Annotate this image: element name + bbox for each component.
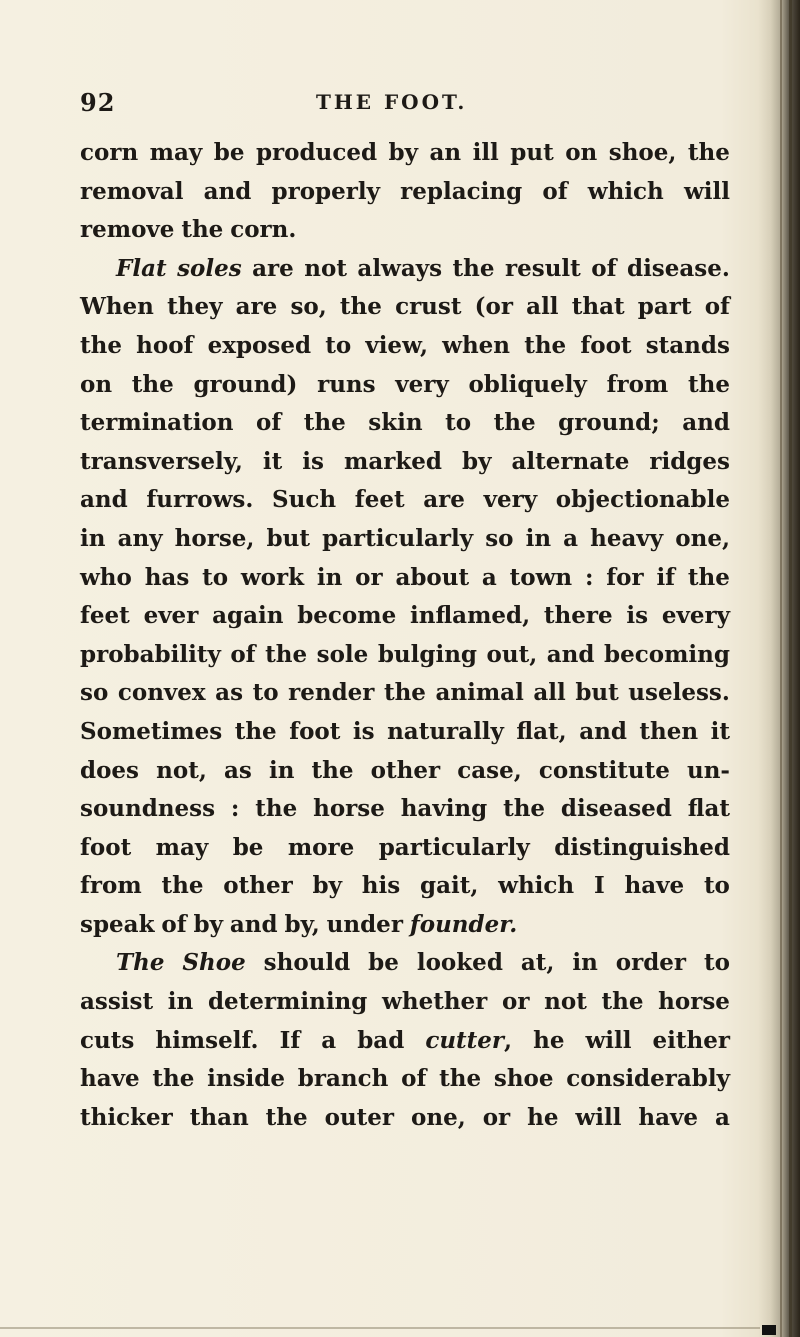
- word: thicker: [80, 1103, 173, 1131]
- word: outer: [324, 1103, 395, 1131]
- word: in: [525, 524, 552, 552]
- word: on: [565, 139, 598, 166]
- word: the: [80, 331, 122, 359]
- word: very: [483, 486, 538, 514]
- word: gait,: [420, 872, 479, 900]
- page-number: 92: [80, 88, 116, 117]
- word: so: [485, 524, 514, 552]
- word: which: [587, 177, 664, 205]
- word: to: [202, 563, 229, 591]
- word: of: [401, 1065, 427, 1093]
- word: Sometimes: [80, 717, 223, 745]
- word: inflamed,: [410, 602, 531, 630]
- word: either: [652, 1026, 730, 1054]
- word: render: [288, 679, 375, 707]
- word: may: [155, 833, 209, 861]
- word: branch: [297, 1065, 389, 1093]
- word: town: [509, 563, 573, 591]
- text-line: [80, 1099, 730, 1138]
- word: in: [572, 949, 598, 977]
- word: or: [355, 563, 383, 591]
- word: of: [591, 254, 617, 282]
- word: stands: [645, 331, 730, 359]
- word: all: [533, 679, 566, 707]
- word: removal: [80, 177, 184, 205]
- text-line: [80, 597, 730, 636]
- word: by: [462, 447, 492, 475]
- word: and: [682, 409, 730, 437]
- word: have: [624, 872, 685, 900]
- word: as: [223, 756, 252, 784]
- word: so: [80, 679, 109, 707]
- word: very: [395, 370, 449, 398]
- word: he: [533, 1026, 565, 1054]
- word: to: [445, 409, 472, 437]
- word: heavy: [590, 524, 664, 552]
- word: horse: [313, 795, 385, 823]
- word: useless.: [628, 679, 730, 707]
- text-line: [80, 173, 730, 212]
- word: his: [361, 872, 401, 900]
- word: looked: [416, 949, 503, 977]
- word: of: [704, 293, 730, 321]
- word: always: [357, 254, 443, 282]
- word: be: [232, 833, 264, 861]
- word: ill: [472, 139, 499, 166]
- word: put: [510, 139, 554, 166]
- text-line: [80, 944, 730, 983]
- word: more: [287, 833, 355, 861]
- word: having: [400, 795, 488, 823]
- word: founder.: [409, 910, 518, 938]
- word: shoe,: [608, 139, 677, 166]
- word: the: [687, 370, 730, 398]
- word: The: [116, 949, 165, 977]
- word: of: [256, 409, 282, 437]
- word: but: [575, 679, 619, 707]
- word: obliquely: [468, 370, 587, 398]
- word: replacing: [400, 177, 523, 205]
- word: soles: [177, 254, 242, 282]
- word: they: [167, 293, 223, 321]
- word: Such: [272, 486, 337, 514]
- word: :: [584, 563, 594, 591]
- word: the: [161, 872, 204, 900]
- word: to: [703, 949, 730, 977]
- word: then: [639, 717, 699, 745]
- word: foot: [289, 717, 341, 745]
- word: have: [80, 1065, 140, 1093]
- word: be: [368, 949, 399, 977]
- text-line: [80, 829, 730, 868]
- text-line: [80, 211, 730, 250]
- word: produced: [255, 139, 378, 166]
- word: every: [661, 602, 730, 630]
- word: or: [501, 988, 530, 1016]
- word: should: [263, 949, 351, 977]
- word: is: [352, 717, 375, 745]
- word: objectionable: [555, 486, 730, 514]
- word: the: [234, 717, 277, 745]
- word: who: [80, 563, 132, 591]
- word: case,: [457, 756, 522, 784]
- word: will: [683, 177, 730, 205]
- word: transversely,: [80, 447, 243, 475]
- word: but: [266, 524, 310, 552]
- word: sole: [316, 640, 369, 668]
- word: particularly: [378, 833, 530, 861]
- word: corn.: [230, 216, 297, 244]
- word: determining: [207, 988, 368, 1016]
- word: one,: [411, 1103, 466, 1131]
- word: the: [687, 139, 730, 166]
- word: not: [544, 988, 587, 1016]
- word: feet: [354, 486, 405, 514]
- word: by: [193, 910, 223, 938]
- word: is: [302, 447, 324, 475]
- word: he: [527, 1103, 559, 1131]
- word: inside: [207, 1065, 286, 1093]
- word: exposed: [207, 331, 312, 359]
- word: the: [303, 409, 346, 437]
- word: at,: [520, 949, 555, 977]
- text-line: [80, 713, 730, 752]
- text-line: [80, 481, 730, 520]
- word: by,: [284, 910, 320, 938]
- page-binding-edge: [758, 0, 800, 1337]
- word: cuts: [80, 1026, 135, 1054]
- word: shoe: [493, 1065, 554, 1093]
- word: of: [542, 177, 568, 205]
- word: from: [80, 872, 142, 900]
- word: crust: [395, 293, 462, 321]
- word: and: [579, 717, 627, 745]
- word: part: [637, 293, 692, 321]
- word: to: [325, 331, 352, 359]
- word: not,: [156, 756, 207, 784]
- word: marked: [343, 447, 442, 475]
- word: the: [383, 679, 426, 707]
- word: are: [252, 254, 294, 282]
- word: skin: [368, 409, 423, 437]
- word: in: [316, 563, 343, 591]
- word: ever: [143, 602, 199, 630]
- text-line: [80, 983, 730, 1022]
- word: for: [606, 563, 644, 591]
- word: the: [265, 640, 308, 668]
- word: ground;: [558, 409, 660, 437]
- word: the: [152, 1065, 195, 1093]
- word: from: [606, 370, 669, 398]
- word: a: [481, 563, 497, 591]
- word: all: [526, 293, 559, 321]
- word: when: [442, 331, 511, 359]
- page-edge-line: [780, 0, 782, 1337]
- word: order: [615, 949, 687, 977]
- word: feet: [80, 602, 130, 630]
- text-line: [80, 327, 730, 366]
- word: under: [326, 910, 403, 938]
- word: other: [223, 872, 293, 900]
- word: convex: [117, 679, 206, 707]
- word: again: [212, 602, 284, 630]
- word: the: [493, 409, 536, 437]
- word: probability: [80, 640, 221, 668]
- word: have: [638, 1103, 699, 1131]
- word: out,: [486, 640, 538, 668]
- bottom-edge: [0, 1327, 760, 1329]
- word: a: [714, 1103, 730, 1131]
- word: un-: [686, 756, 730, 784]
- word: if: [656, 563, 676, 591]
- word: alternate: [511, 447, 630, 475]
- word: termination: [80, 409, 234, 437]
- word: in: [268, 756, 295, 784]
- word: there: [543, 602, 613, 630]
- word: view,: [365, 331, 428, 359]
- word: in: [80, 524, 106, 552]
- corner-mark: [762, 1325, 776, 1335]
- running-header: [80, 88, 720, 122]
- text-line: [80, 790, 730, 829]
- word: it: [262, 447, 283, 475]
- word: an: [429, 139, 462, 166]
- word: by: [312, 872, 342, 900]
- word: so,: [290, 293, 327, 321]
- text-line: [80, 636, 730, 675]
- word: and: [203, 177, 252, 205]
- word: has: [144, 563, 190, 591]
- word: When: [80, 293, 154, 321]
- word: may: [149, 139, 203, 166]
- word: the: [181, 216, 224, 244]
- word: will: [585, 1026, 632, 1054]
- word: diseased: [560, 795, 672, 823]
- word: the: [131, 370, 174, 398]
- text-line: [80, 520, 730, 559]
- word: (or: [474, 293, 513, 321]
- page-edge-shadow: [789, 0, 792, 1337]
- word: disease.: [626, 254, 730, 282]
- word: :: [230, 795, 240, 823]
- word: I: [593, 872, 605, 900]
- word: bad: [357, 1026, 405, 1054]
- word: flat: [687, 795, 730, 823]
- word: will: [575, 1103, 622, 1131]
- word: one,: [675, 524, 730, 552]
- text-line: [80, 404, 730, 443]
- word: a: [563, 524, 579, 552]
- running-title: THE FOOT.: [316, 90, 468, 114]
- text-line: [80, 1060, 730, 1099]
- word: are: [423, 486, 465, 514]
- word: soundness: [80, 795, 216, 823]
- text-line: [80, 366, 730, 405]
- word: not: [304, 254, 347, 282]
- word: ground): [193, 370, 298, 398]
- word: flat,: [516, 717, 567, 745]
- word: the: [439, 1065, 482, 1093]
- word: as: [215, 679, 244, 707]
- word: the: [601, 988, 644, 1016]
- word: and: [229, 910, 278, 938]
- word: be: [213, 139, 245, 166]
- word: become: [297, 602, 397, 630]
- word: the: [339, 293, 382, 321]
- word: a: [321, 1026, 337, 1054]
- word: to: [703, 872, 730, 900]
- word: the: [311, 756, 354, 784]
- word: ridges: [649, 447, 730, 475]
- word: the: [255, 795, 298, 823]
- text-line: [80, 1022, 730, 1061]
- word: that: [571, 293, 625, 321]
- word: does: [80, 756, 140, 784]
- word: work: [240, 563, 305, 591]
- word: any: [117, 524, 163, 552]
- word: assist: [80, 988, 154, 1016]
- word: the: [524, 331, 567, 359]
- text-line: [80, 443, 730, 482]
- body-text: [80, 134, 730, 1137]
- word: are: [235, 293, 278, 321]
- text-line: [80, 250, 730, 289]
- word: runs: [317, 370, 376, 398]
- word: Shoe: [182, 949, 246, 977]
- text-line: [80, 674, 730, 713]
- word: and: [80, 486, 128, 514]
- word: the: [265, 1103, 308, 1131]
- word: cutter,: [425, 1026, 513, 1054]
- word: particularly: [322, 524, 474, 552]
- word: in: [167, 988, 194, 1016]
- word: If: [279, 1026, 301, 1054]
- word: foot: [580, 331, 632, 359]
- word: which: [498, 872, 575, 900]
- word: and: [546, 640, 595, 668]
- word: himself.: [155, 1026, 259, 1054]
- word: hoof: [136, 331, 194, 359]
- word: the: [452, 254, 495, 282]
- word: horse,: [174, 524, 255, 552]
- word: properly: [271, 177, 380, 205]
- word: by: [388, 139, 418, 166]
- word: result: [505, 254, 581, 282]
- word: of: [161, 910, 187, 938]
- word: is: [626, 602, 649, 630]
- text-line: [80, 288, 730, 327]
- word: corn: [80, 139, 139, 166]
- text-line: [80, 752, 730, 791]
- word: speak: [80, 910, 155, 938]
- word: constitute: [538, 756, 670, 784]
- word: bulging: [377, 640, 478, 668]
- word: naturally: [387, 717, 504, 745]
- word: horse: [658, 988, 730, 1016]
- text-line: [80, 906, 730, 945]
- word: to: [252, 679, 279, 707]
- word: considerably: [566, 1065, 730, 1093]
- word: furrows.: [146, 486, 254, 514]
- word: about: [395, 563, 470, 591]
- word: becoming: [604, 640, 730, 668]
- word: whether: [382, 988, 488, 1016]
- word: other: [370, 756, 441, 784]
- word: the: [687, 563, 730, 591]
- text-line: [80, 867, 730, 906]
- word: than: [189, 1103, 249, 1131]
- word: foot: [80, 833, 132, 861]
- word: animal: [435, 679, 524, 707]
- word: the: [503, 795, 546, 823]
- text-line: [80, 134, 730, 173]
- word: Flat: [116, 254, 167, 282]
- word: remove: [80, 216, 175, 244]
- word: it: [710, 717, 730, 745]
- word: or: [482, 1103, 511, 1131]
- word: of: [230, 640, 256, 668]
- word: on: [80, 370, 113, 398]
- word: distinguished: [554, 833, 730, 861]
- text-line: [80, 559, 730, 598]
